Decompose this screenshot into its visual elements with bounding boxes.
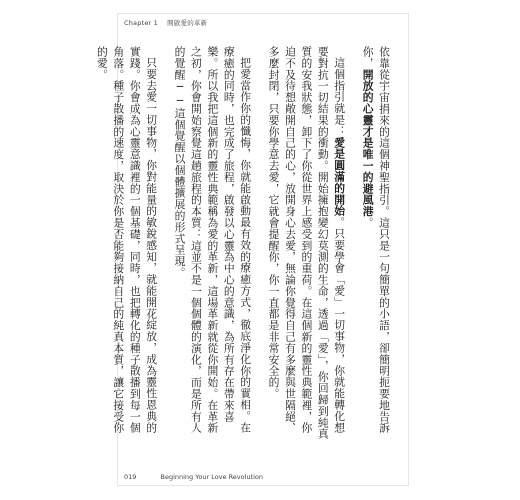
running-header	[124, 18, 207, 27]
book-title: Beginning Your Love Revolution	[160, 473, 264, 481]
paragraph-text: 依靠從宇宙捐來的這個神聖指引。這只是一句簡單的小語，卻簡明扼要地告訴你，	[361, 46, 391, 434]
book-page	[95, 14, 408, 485]
paragraph-text: 只要去愛一切事物，你對能量的敏銳感知，就能開花綻放，成為靈性恩典的實踐。你會成為心靈意識裡的一個基礎，同時，也把轉化的種子散播到每一個角落。種子散播的速度，取決於你是否能夠接納自己的純真本質，讓它接受你的愛。	[95, 46, 159, 434]
paragraph-text: 。只要學會「愛」一切事物，你就能轉化想要對抗一切結果的衝動。開始擁抱變幻莫測的生命，透過「愛」，你回歸到純真質的安我狀態，卸下了你從世界上感受到的重荷。在這個新的靈性典範裡，你迫不及待想敞開自己的心，放開身心去愛，無論你覺得自己有多麼與世隔絕、多麼封閉，只要你學意去愛，它就會提醒你，你一直都是非常安全的。	[267, 46, 347, 440]
chapter-label: Chapter 1	[124, 19, 158, 27]
vertical-text-body	[95, 46, 392, 444]
paragraph-text: 這個指引就是：	[333, 56, 347, 137]
paragraph-text: 。	[361, 217, 375, 229]
page-number: 019	[124, 473, 137, 481]
emphasis-text: 開放的心靈才是唯一的避風港	[361, 68, 375, 218]
chapter-title: 開啟愛的革新	[167, 19, 208, 27]
emphasis-text: 愛是圓滿的開始	[333, 136, 347, 217]
body-paragraph	[265, 46, 347, 444]
body-paragraph	[171, 46, 253, 444]
paragraph-text: 把愛當作你的懺悔，你就能啟動最有效的療癒方式，徹底淨化你的實相。在療癒的同時，也完成了旅程，啟發以心靈為中心的意識，為所有存在帶來喜樂。所以我把這個新的靈性典範稱為愛的革新，這場革新就從你開始。在革新之初，你會開始察覺這趟旅程的本質：這並不是一個個體的演化，而是所有人的覺醒──這個覺醒以個體擴展的形式呈現。	[173, 46, 253, 434]
running-footer	[124, 473, 402, 481]
body-paragraph	[359, 46, 392, 444]
body-paragraph	[94, 46, 160, 444]
